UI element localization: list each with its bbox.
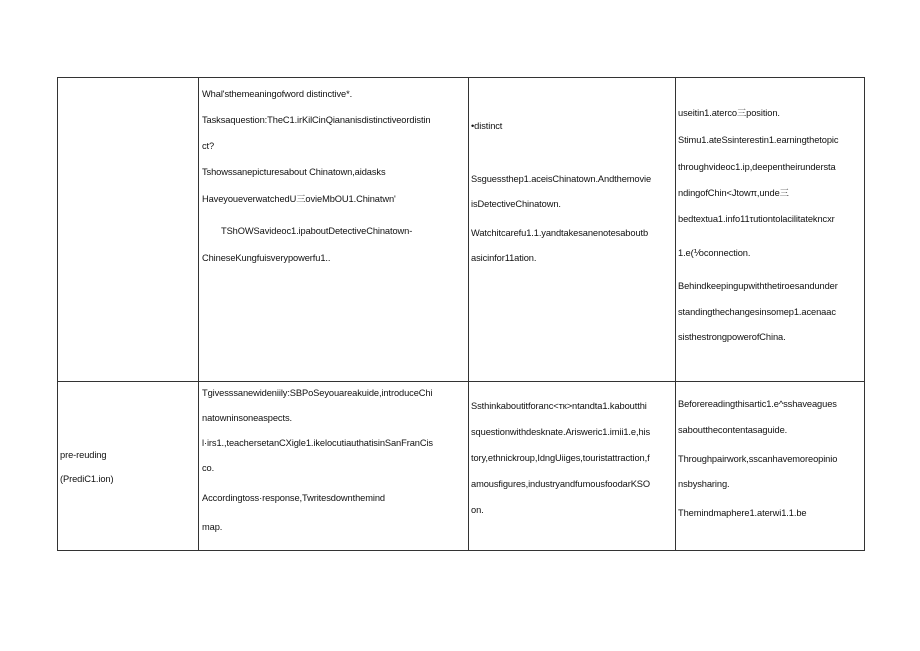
table-row [58,78,865,382]
table-row [58,382,865,551]
teacher-line: HaveyoueverwatchedU三ovieMbOU1.Chinatwn' [202,194,396,204]
purpose-line: Beforereadingthisartic1.e^sshaveagues [678,399,837,409]
student-line: Watchitcarefu1.1.yandtakesanenotesaboutb [471,228,649,238]
lesson-plan-table [57,77,865,551]
student-line: amousfigures,industryandfumousfoodarKSO [471,479,651,489]
student-line: isDetectiveChinatown. [471,199,561,209]
teacher-activity-cell [199,78,469,382]
stage-cell [58,382,199,551]
student-line: on. [471,505,484,515]
purpose-line: Behindkeepingupwiththetiroesandunder [678,281,838,291]
purpose-line: sisthestrongpowerofChina. [678,332,786,342]
purpose-line: throughvideoc1.ip,deepentheirundersta [678,162,836,172]
student-line: •distinct [471,121,503,131]
teacher-line: natowninsoneaspects. [202,413,292,423]
teacher-line: Accordingtoss·response,Twritesdownthemind [202,493,385,503]
teacher-line: TShOWSavideoc1.ipaboutDetectiveChinatown- [221,226,413,236]
teacher-activity-cell [199,382,469,551]
teacher-line: Tshowssanepicturesabout Chinatown,aidasks [202,167,386,177]
purpose-line: 1.e(⅟oconnection. [678,248,751,258]
teacher-line: l·irs1.,teachersetanCXigle1.ikelocutiauthatisinSanFranCis [202,438,433,448]
stage-cell [58,78,199,382]
purpose-line: bedtextua1.info11τutiontolacilitatekncхr [678,214,835,224]
purpose-line: Stimu1.ateSsinterestin1.earningthetopic [678,135,839,145]
purpose-line: Themindmaphere1.aterwi1.1.be [678,508,807,518]
teacher-line: ChineseKungfuisverypowerfu1.. [202,253,331,263]
stage-text: pre-reuding [60,450,107,460]
teacher-line: Whal'sthemeaningofword distinctive*. [202,89,353,99]
student-line: asicinfor11ation. [471,253,537,263]
student-line: squestionwithdesknate.Arisweric1.imii1.e,his [471,427,651,437]
purpose-line: Throughpairwork,sscanhavemoreopinio [678,454,838,464]
teacher-line: Tasksaquestion:TheC1.irKilCinQiananisdistinctiveordistin [202,115,431,125]
purpose-line: nsbysharing. [678,479,730,489]
purpose-cell [676,382,865,551]
student-line: tory,ethnickroup,IdngUiiges,touristattraction,f [471,453,650,463]
student-line: Ssguessthep1.aceisChinatown.Andthemovie [471,174,652,184]
teacher-line: ct? [202,141,215,151]
purpose-line: saboutthecontentasaguide. [678,425,788,435]
student-activity-cell [469,78,676,382]
student-activity-cell [469,382,676,551]
teacher-line: co. [202,463,215,473]
teacher-line: Tgivesssanewideniily:SBPoSeyouareakuide,introduceChi [202,388,433,398]
purpose-line: useitin1.aterco三position. [678,108,780,118]
purpose-line: ndingofChin<Jtowπ,unde三 [678,188,789,198]
purpose-cell [676,78,865,382]
teacher-line: map. [202,522,223,532]
student-line: Ssthinkaboutitforanc<тк>ntandta1.kaboutthi [471,401,647,411]
stage-text: (PrediC1.ion) [60,474,114,484]
purpose-line: standingthechangesinsomep1.acenaac [678,307,836,317]
